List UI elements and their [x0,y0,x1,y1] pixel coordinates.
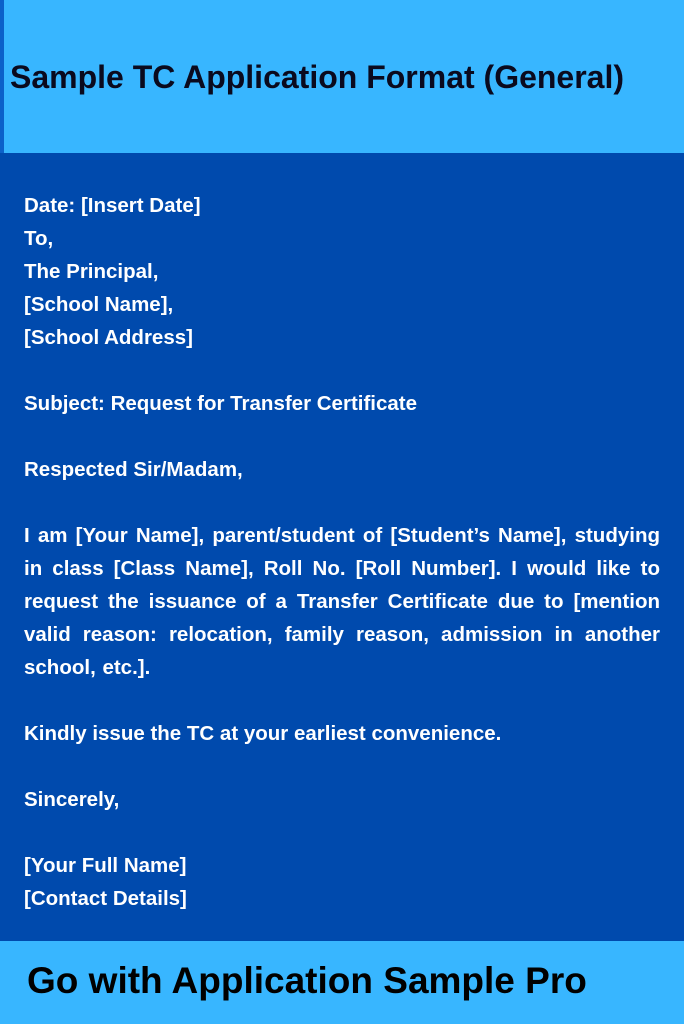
page-title: Sample TC Application Format (General) [10,59,625,95]
spacer [24,354,660,387]
to-line: To, [24,227,54,250]
sign-off-line: Sincerely, [24,788,120,811]
full-name-line: [Your Full Name] [24,854,187,877]
salutation-line: Respected Sir/Madam, [24,458,243,481]
contact-details-line: [Contact Details] [24,887,187,910]
recipient-line: The Principal, [24,260,159,283]
letter-content [24,189,660,915]
date-line: Date: [Insert Date] [24,194,201,217]
school-name-line: [School Name], [24,293,174,316]
letter-body-paragraph: I am [Your Name], parent/student of [Student’s Name], studying in class [Class Name], Roll No. [Roll Number]. I would like to request the issuance of a Transfer Certificate due to [mention valid reason: relocation, family reason, admission in another school, etc.]. [24,524,660,679]
footer-banner [0,941,684,1024]
footer-tagline: Go with Application Sample Pro [27,960,587,1001]
spacer [24,486,660,519]
subject-line: Subject: Request for Transfer Certificate [24,392,418,415]
closing-request-line: Kindly issue the TC at your earliest convenience. [24,722,502,745]
spacer [24,420,660,453]
spacer [24,684,660,717]
spacer [24,750,660,783]
header-banner [0,0,684,153]
spacer [24,816,660,849]
letter-panel [0,153,684,941]
school-address-line: [School Address] [24,326,193,349]
